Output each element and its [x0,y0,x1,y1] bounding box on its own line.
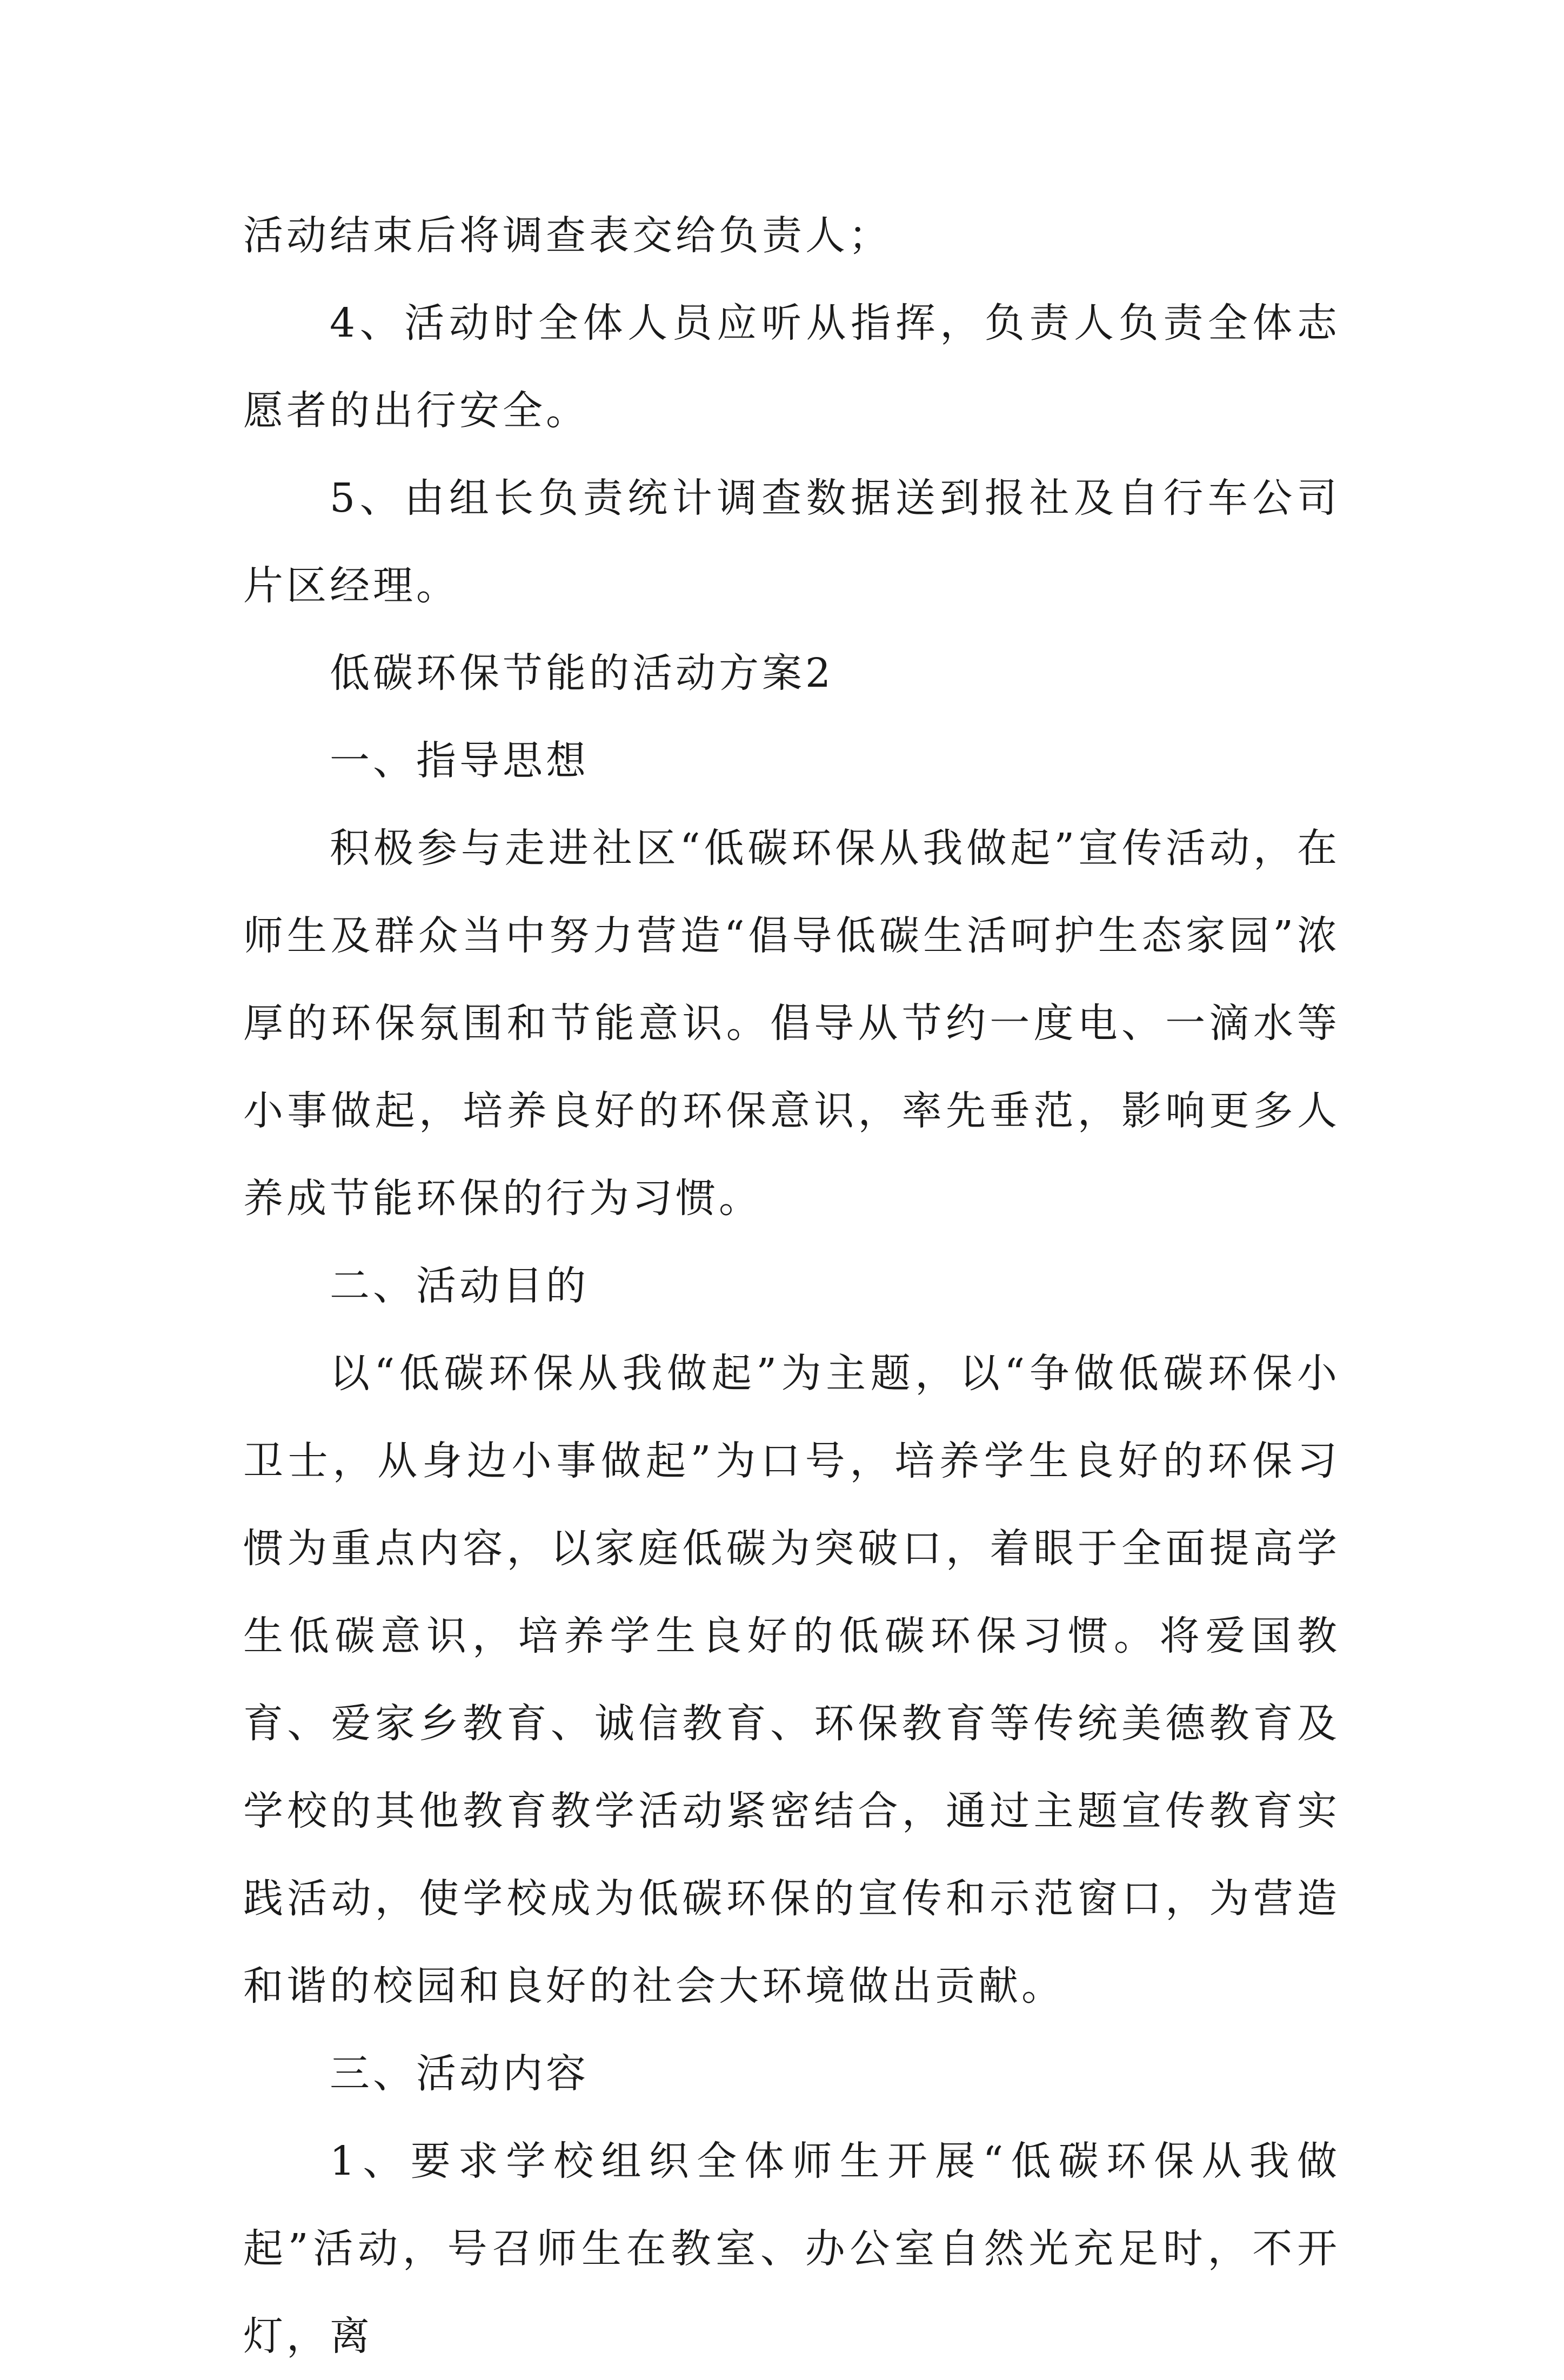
paragraph: 积极参与走进社区“低碳环保从我做起”宣传活动，在师生及群众当中努力营造“倡导低碳生活呵护生态家园”浓厚的环保氛围和节能意识。倡导从节约一度电、一滴水等小事做起，培养良好的环保意识，率先垂范，影响更多人养成节能环保的行为习惯。 [243,825,1340,1222]
section-title: 低碳环保节能的活动方案2 [330,650,834,696]
paragraph: 1、要求学校组织全体师生开展“低碳环保从我做起”活动，号召师生在教室、办公室自然光充足时，不开灯，离 [243,2138,1340,2359]
paragraph: 4、活动时全体人员应听从指挥，负责人负责全体志愿者的出行安全。 [243,300,1340,434]
section-heading: 三、活动内容 [330,2050,589,2097]
paragraph: 活动结束后将调查表交给负责人； [243,212,892,259]
paragraph: 以“低碳环保从我做起”为主题，以“争做低碳环保小卫士，从身边小事做起”为口号，培养学生良好的环保习惯为重点内容，以家庭低碳为突破口，着眼于全面提高学生低碳意识，培养学生良好的低碳环保习惯。将爱国教育、爱家乡教育、诚信教育、环保教育等传统美德教育及学校的其他教育教学活动紧密结合，通过主题宣传教育实践活动，使学校成为低碳环保的宣传和示范窗口，为营造和谐的校园和良好的社会大环境做出贡献。 [243,1350,1340,2009]
section-heading: 一、指导思想 [330,738,589,784]
document-body [243,192,1340,2380]
paragraph: 5、由组长负责统计调查数据送到报社及自行车公司片区经理。 [243,475,1340,609]
section-heading: 二、活动目的 [330,1263,589,1309]
